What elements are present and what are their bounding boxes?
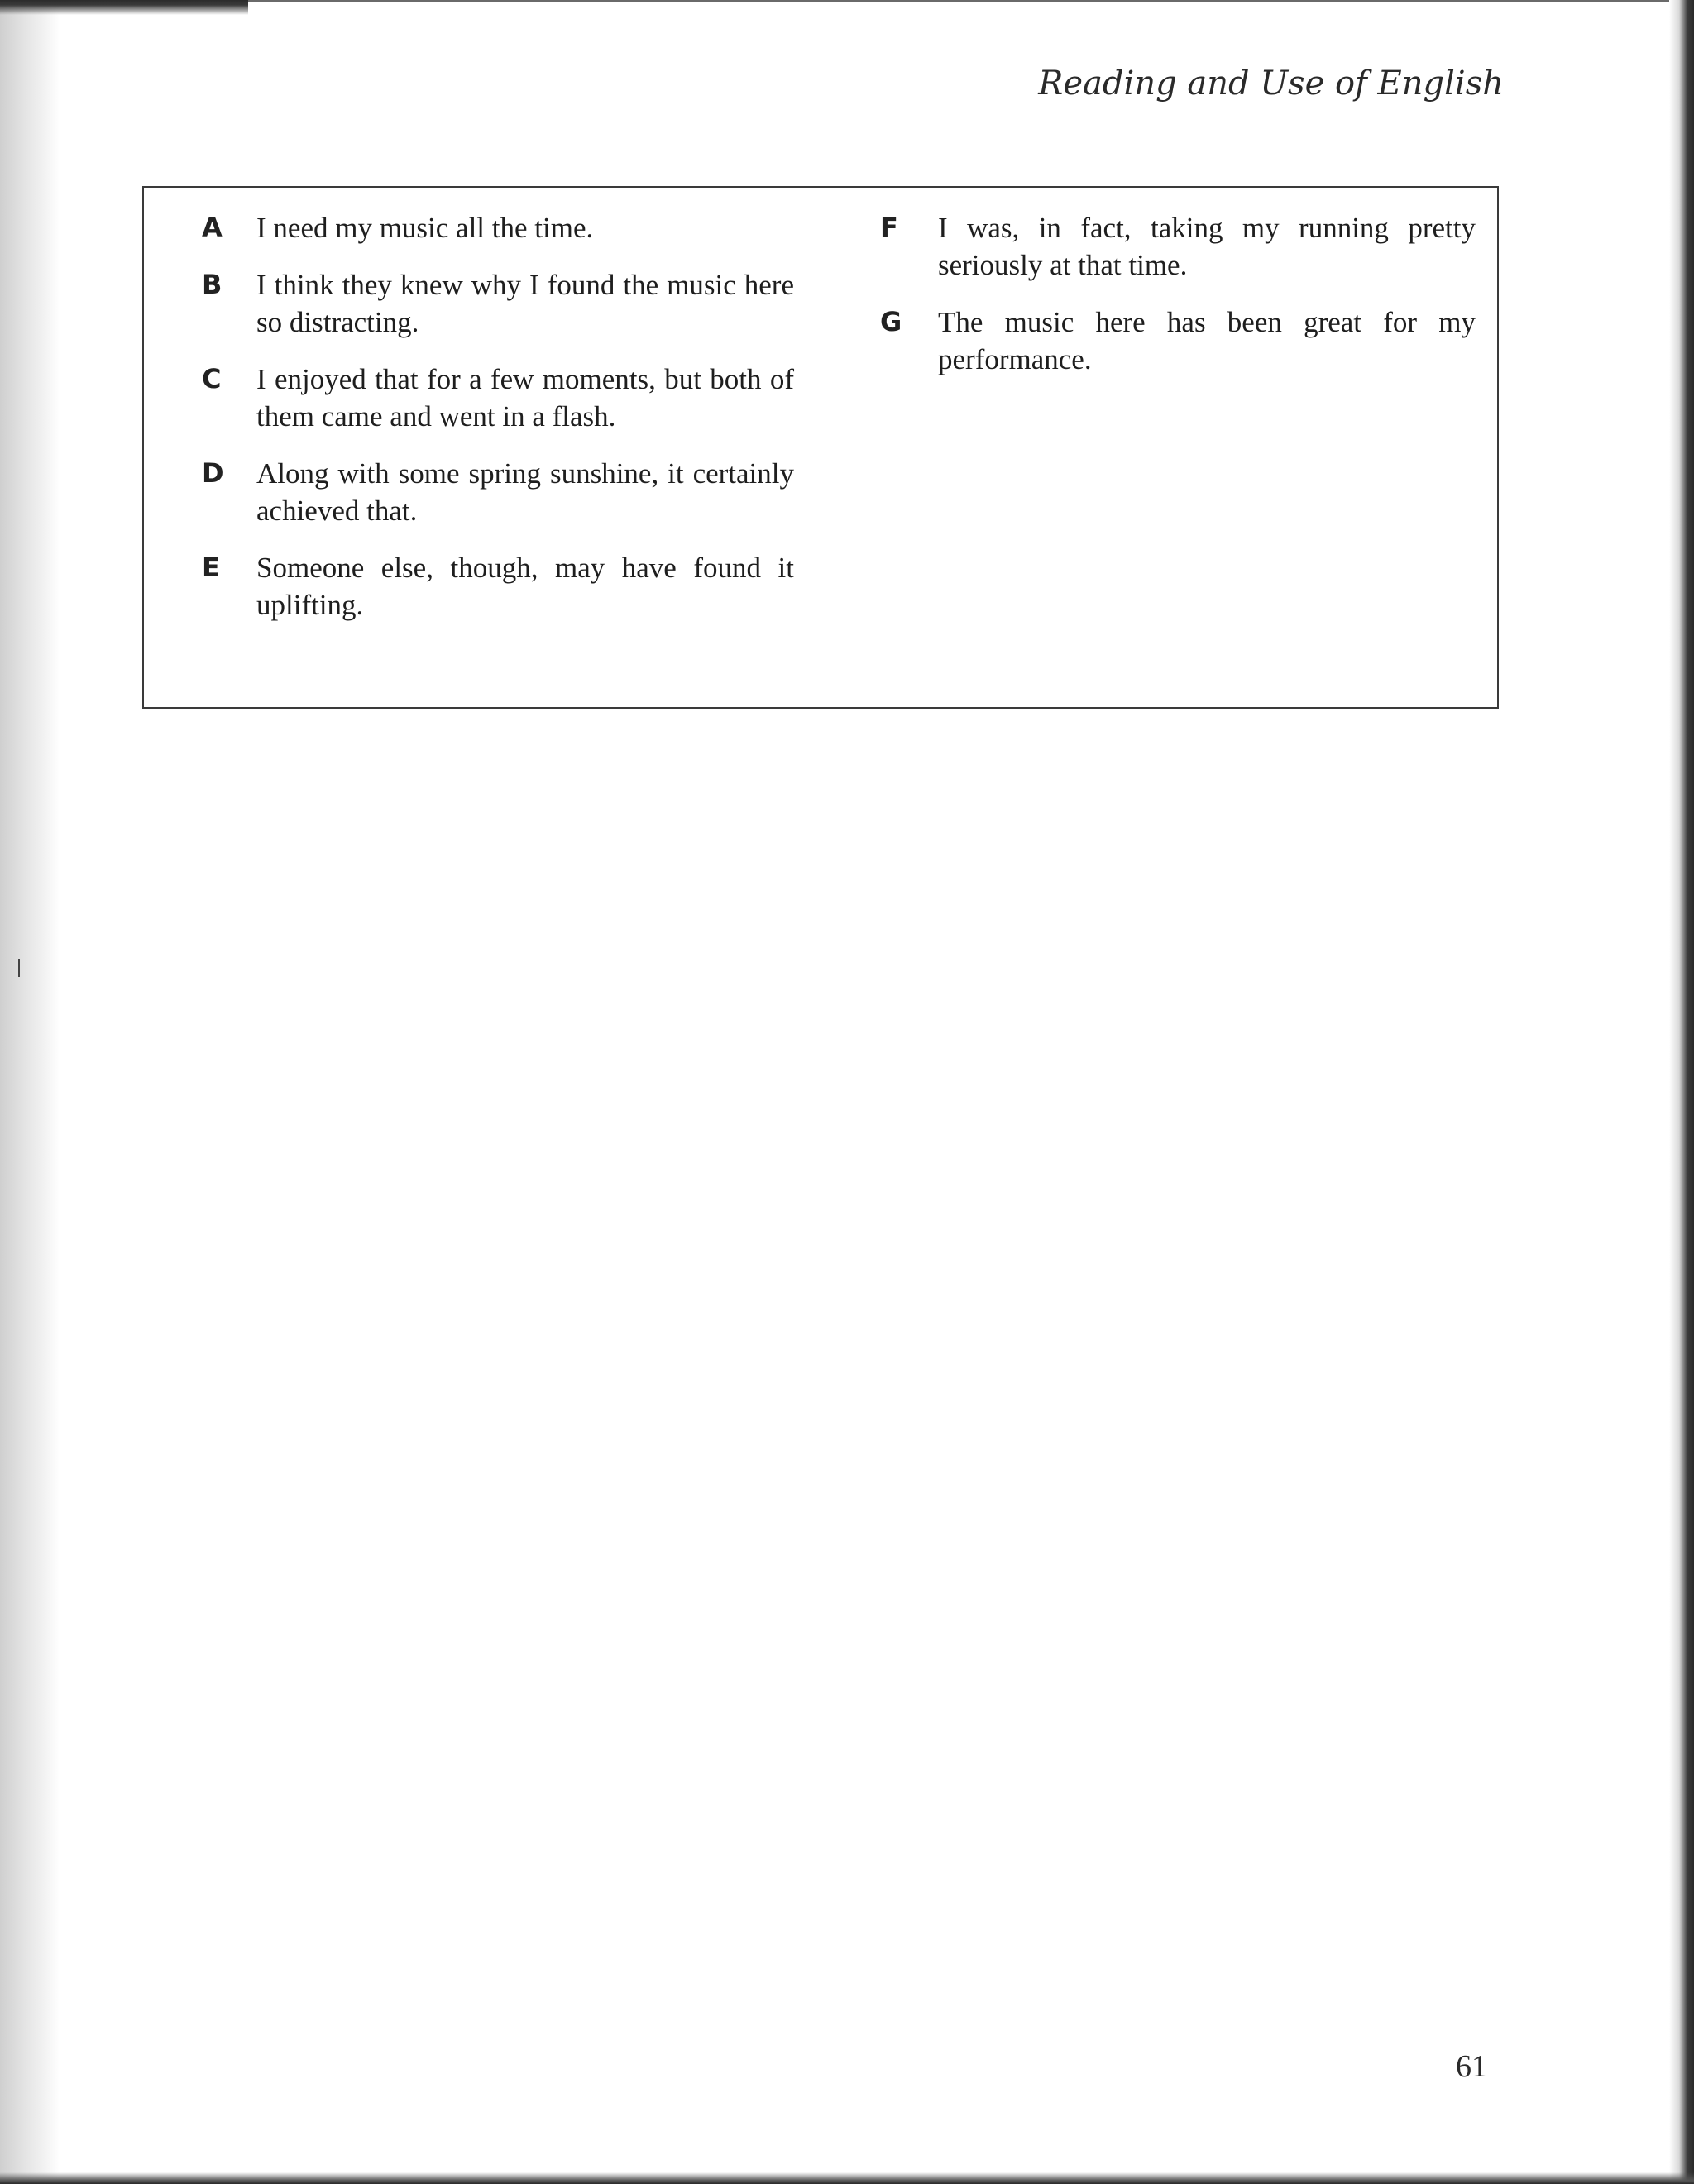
option-c <box>202 361 946 435</box>
option-e <box>202 549 946 624</box>
scan-mark <box>18 959 20 977</box>
page-spine-shadow <box>0 0 60 2184</box>
option-text: Someone else, though, may have found it uplifting. <box>256 552 794 621</box>
option-letter: A <box>202 212 223 243</box>
page-right-edge <box>1669 0 1694 2184</box>
option-text: I think they knew why I found the music here so distracting. <box>256 269 794 338</box>
option-b <box>202 266 946 341</box>
option-text: Along with some spring sunshine, it certainly achieved that. <box>256 457 794 527</box>
option-text: I need my music all the time. <box>256 212 594 244</box>
page-top-edge <box>0 0 248 15</box>
option-letter: G <box>880 306 902 337</box>
option-g <box>880 303 1476 378</box>
option-letter: B <box>202 269 223 300</box>
page-top-line <box>248 0 1671 2</box>
option-d <box>202 455 946 529</box>
option-letter: C <box>202 363 222 394</box>
options-column-left <box>202 209 946 643</box>
option-f <box>880 209 1476 284</box>
option-text: I was, in fact, taking my running pretty seriously at that time. <box>938 212 1476 281</box>
option-letter: D <box>202 457 224 489</box>
option-a <box>202 209 946 246</box>
option-letter: F <box>880 212 898 243</box>
page-number: 61 <box>1456 2049 1487 2084</box>
options-box <box>142 186 1499 709</box>
options-column-right <box>880 209 1476 398</box>
running-head: Reading and Use of English <box>1038 65 1504 103</box>
page-bottom-edge <box>0 2172 1694 2184</box>
option-text: I enjoyed that for a few moments, but both of them came and went in a flash. <box>256 363 794 432</box>
option-letter: E <box>202 552 220 583</box>
option-text: The music here has been great for my performance. <box>938 306 1476 375</box>
